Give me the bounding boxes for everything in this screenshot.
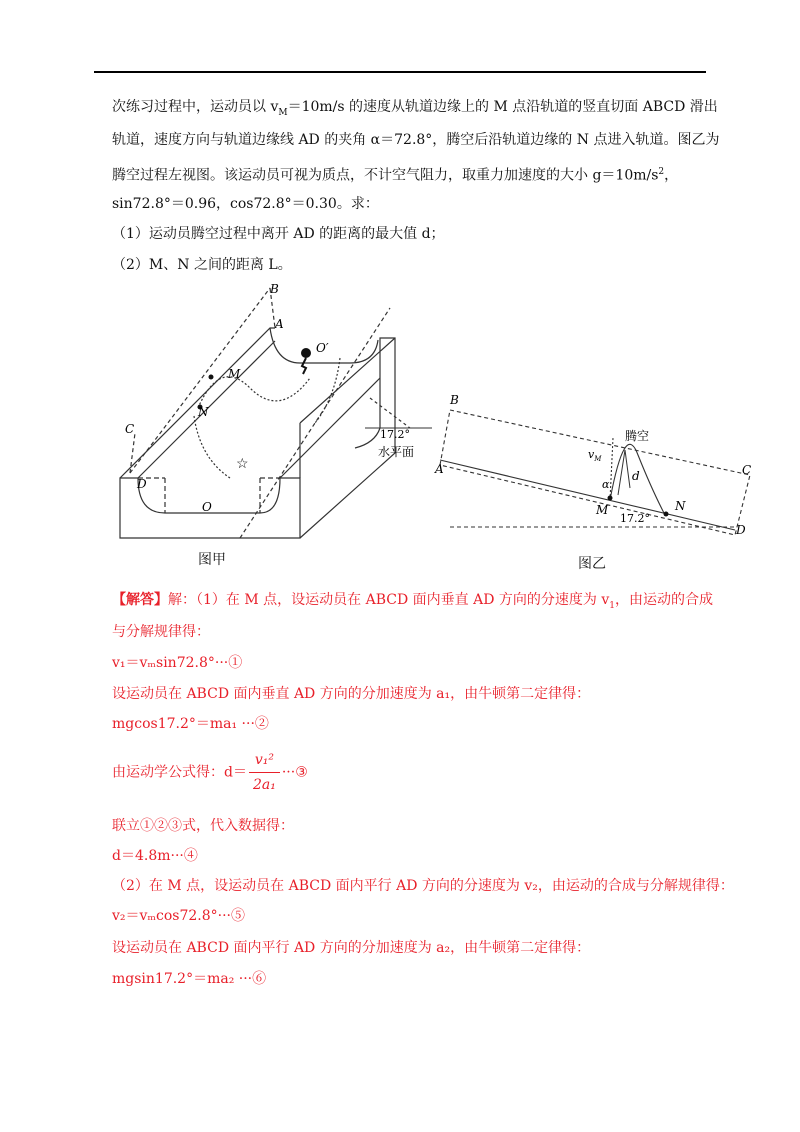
solution-intro: 【解答】解：（1）在 M 点，设运动员在 ABCD 面内垂直 AD 方向的分速度为 $v_1$，由运动的合成 — [112, 592, 713, 611]
equation-2: mgcos17.2°＝ma₁ ···② — [112, 716, 269, 732]
fig-jia-angle: 17.2° — [380, 428, 410, 441]
fig-yi-label-M: M — [596, 503, 609, 517]
question-1: （1）运动员腾空过程中离开 AD 的距离的最大值 d； — [112, 226, 445, 242]
fig-jia-label-A: A — [275, 317, 284, 331]
fig-yi-vM: $v_M$ — [588, 448, 602, 463]
equation-4: d＝4.8m···④ — [112, 848, 198, 864]
solution-step-4: 联立①②③式，代入数据得： — [112, 818, 294, 834]
fraction-d: $\frac{\text{v₁²}}{\text{2a₁}}$ — [249, 748, 280, 797]
equation-1: v₁＝vₘsin72.8°···① — [112, 655, 243, 671]
fig-jia-label-O1: O′ — [316, 341, 329, 355]
fig-jia-label-N: N — [198, 405, 209, 419]
fig-jia-label-B: B — [270, 282, 279, 296]
equation-3: 由运动学公式得：d＝ $\frac{\text{v₁²}}{\text{2a₁}}$ ···③ — [112, 748, 308, 797]
solution-intro-2: 与分解规律得： — [112, 624, 210, 640]
problem-line-4: sin72.8°＝0.96，cos72.8°＝0.30。求： — [112, 196, 379, 212]
fig-yi-teng: 腾空 — [625, 429, 650, 443]
fig-yi-d: d — [632, 469, 640, 483]
problem-line-3: 腾空过程左视图。该运动员可视为质点，不计空气阻力，取重力加速度的大小 $g=10m/s^2$， — [112, 167, 679, 184]
solution-step-2: 设运动员在 ABCD 面内垂直 AD 方向的分加速度为 a₁，由牛顿第二定律得： — [112, 686, 591, 702]
question-2: （2）M、N 之间的距离 L。 — [112, 257, 292, 273]
figure-yi — [430, 390, 760, 550]
problem-line-2: 轨道，速度方向与轨道边缘线 AD 的夹角 α＝72.8°，腾空后沿轨道边缘的 N 点进入轨道。图乙为 — [112, 132, 720, 148]
fig-jia-label-C: C — [125, 422, 135, 436]
fig-yi-label-C: C — [742, 463, 752, 477]
problem-line-1: 次练习过程中，运动员以 $v_M=10m/s$ 的速度从轨道边缘上的 M 点沿轨道的竖直切面 ABCD 滑出 — [112, 99, 718, 118]
fig-yi-label-A: A — [435, 462, 444, 476]
fig-jia-label-O: O — [202, 500, 212, 514]
figure-jia-caption: 图甲 — [198, 552, 226, 568]
header-rule — [94, 71, 706, 73]
fig-yi-label-B: B — [450, 393, 459, 407]
solution-step-6: 设运动员在 ABCD 面内平行 AD 方向的分加速度为 a₂，由牛顿第二定律得： — [112, 940, 591, 956]
solution-step-5: （2）在 M 点，设运动员在 ABCD 面内平行 AD 方向的分速度为 v₂，由运动的合成与分解规律得： — [112, 878, 734, 894]
fig-yi-label-D: D — [736, 523, 746, 537]
equation-6: mgsin17.2°＝ma₂ ···⑥ — [112, 971, 267, 987]
fig-jia-label-M: M — [228, 367, 241, 381]
svg-text:☆: ☆ — [236, 456, 249, 472]
figure-yi-caption: 图乙 — [578, 556, 606, 572]
fig-yi-label-N: N — [675, 499, 686, 513]
fig-jia-label-D: D — [137, 477, 147, 491]
fig-yi-angle: 17.2° — [620, 512, 650, 525]
figure-jia — [110, 278, 440, 568]
fig-jia-horizontal: 水平面 — [378, 445, 415, 459]
fig-yi-alpha: α — [602, 478, 610, 491]
equation-5: v₂＝vₘcos72.8°···⑤ — [112, 908, 245, 924]
